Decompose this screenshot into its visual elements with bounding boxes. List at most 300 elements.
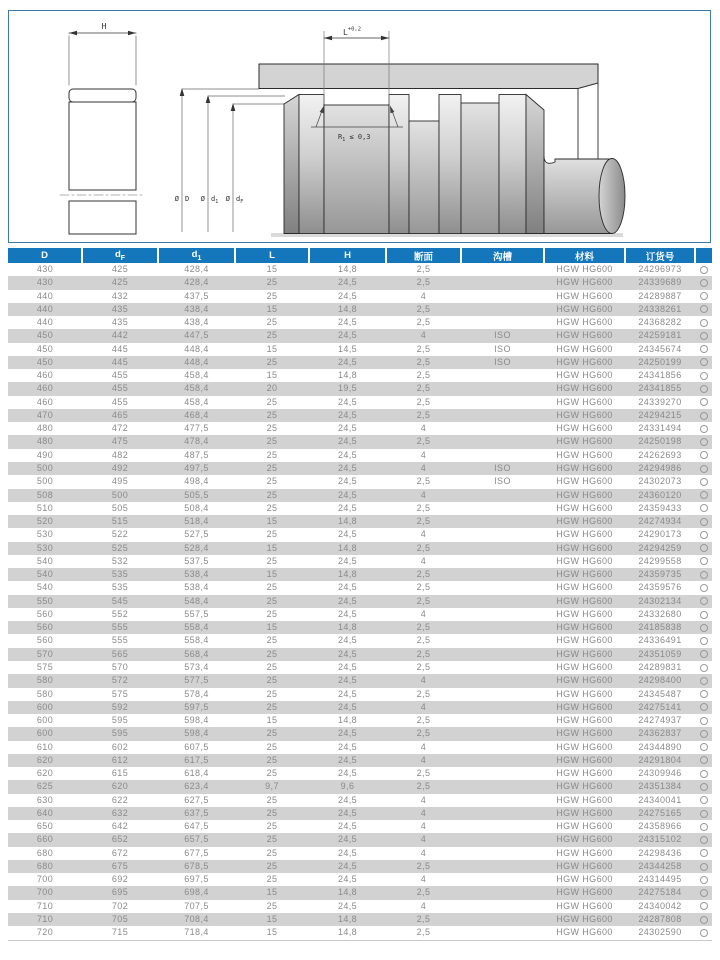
table-cell: 575	[36, 661, 54, 672]
table-cell: HGW HG600	[556, 768, 613, 779]
table-cell: 720	[36, 927, 54, 938]
table-cell: 24360120	[638, 489, 682, 500]
table-cell: 4	[420, 794, 427, 805]
table-cell: 24,5	[337, 555, 358, 566]
table-cell: 25	[266, 675, 278, 686]
table-cell: 640	[36, 807, 54, 818]
table-cell: 480	[36, 436, 54, 447]
table-cell: 2,5	[416, 303, 431, 314]
table-cell: 2,5	[416, 264, 431, 274]
table-cell: 24,5	[337, 741, 358, 752]
table-cell: 4	[420, 449, 427, 460]
dia-d1-label: $d_1$	[211, 195, 219, 205]
table-cell: 572	[111, 675, 129, 686]
table-cell	[461, 621, 544, 634]
table-cell: HGW HG600	[556, 489, 613, 500]
table-cell: 617,5	[184, 754, 209, 765]
table-cell: HGW HG600	[556, 807, 613, 818]
table-cell	[461, 634, 544, 647]
table-cell: 24291804	[638, 754, 682, 765]
status-circle-icon	[700, 849, 708, 857]
table-cell: 660	[36, 834, 54, 845]
table-cell: 24287808	[638, 914, 682, 925]
table-cell: 25	[266, 476, 278, 487]
table-cell: 4	[420, 290, 427, 301]
table-cell: 24315102	[638, 834, 682, 845]
table-cell: HGW HG600	[556, 330, 613, 341]
table-cell	[461, 807, 544, 820]
table-cell: 620	[36, 768, 54, 779]
status-cell	[695, 475, 712, 488]
table-cell: ISO	[494, 476, 511, 487]
table-cell: 597,5	[184, 701, 209, 712]
status-circle-icon	[700, 332, 708, 340]
table-cell: 25	[266, 356, 278, 367]
table-cell: 25	[266, 741, 278, 752]
table-cell: 24359735	[638, 569, 682, 580]
table-cell: 575	[111, 688, 129, 699]
table-cell: 24,5	[337, 821, 358, 832]
table-cell: 14,8	[337, 715, 358, 726]
table-cell: 695	[111, 887, 129, 898]
status-cell	[695, 382, 712, 395]
table-cell: 2,5	[416, 781, 431, 792]
table-cell: 500	[36, 462, 54, 473]
status-circle-icon	[700, 571, 708, 579]
table-cell: 24294259	[638, 542, 682, 553]
status-circle-icon	[700, 504, 708, 512]
table-cell: 2,5	[416, 688, 431, 699]
status-circle-icon	[700, 650, 708, 658]
table-cell: HGW HG600	[556, 834, 613, 845]
table-cell: 14,8	[337, 264, 358, 274]
status-cell	[695, 741, 712, 754]
table-cell: 677,5	[184, 847, 209, 858]
l-dimension-label: $L^{+0,2}$	[342, 26, 362, 37]
table-cell: 20	[266, 383, 278, 394]
table-cell: 14,8	[337, 370, 358, 381]
table-cell: 525	[111, 542, 129, 553]
table-cell: 25	[266, 900, 278, 911]
table-cell: HGW HG600	[556, 529, 613, 540]
status-cell	[695, 356, 712, 369]
status-circle-icon	[700, 637, 708, 645]
table-cell: 25	[266, 317, 278, 328]
table-cell: 25	[266, 821, 278, 832]
table-cell: 25	[266, 754, 278, 765]
table-cell: 15	[266, 516, 278, 527]
table-cell: 2,5	[416, 715, 431, 726]
table-cell: 2,5	[416, 343, 431, 354]
status-cell	[695, 435, 712, 448]
table-cell: 24302590	[638, 927, 682, 938]
table-cell: HGW HG600	[556, 715, 613, 726]
shaft-section	[284, 83, 625, 234]
status-circle-icon	[700, 412, 708, 420]
table-cell: HGW HG600	[556, 555, 613, 566]
table-cell: HGW HG600	[556, 423, 613, 434]
table-cell: 480	[36, 423, 54, 434]
table-cell: 508,4	[184, 502, 209, 513]
table-cell: 24298400	[638, 675, 682, 686]
spec-table	[8, 248, 712, 941]
table-cell: 465	[111, 409, 129, 420]
table-cell: 632	[111, 807, 129, 818]
table-cell: HGW HG600	[556, 370, 613, 381]
table-cell: 25	[266, 834, 278, 845]
table-cell: 580	[36, 675, 54, 686]
table-cell: 24,5	[337, 860, 358, 871]
table-cell: 24344258	[638, 860, 682, 871]
table-cell: 520	[36, 516, 54, 527]
table-cell: HGW HG600	[556, 383, 613, 394]
table-cell: ISO	[494, 330, 511, 341]
table-cell: 25	[266, 330, 278, 341]
table-cell: 25	[266, 582, 278, 593]
table-cell: 568,4	[184, 648, 209, 659]
table-cell: HGW HG600	[556, 622, 613, 633]
table-row	[8, 926, 712, 940]
table-cell: 4	[420, 675, 427, 686]
table-row	[8, 555, 712, 568]
table-cell: 24,5	[337, 608, 358, 619]
table-cell: 565	[111, 648, 129, 659]
table-cell: 2,5	[416, 436, 431, 447]
status-cell	[695, 886, 712, 899]
table-cell: 560	[36, 635, 54, 646]
table-row	[8, 475, 712, 488]
status-circle-icon	[700, 902, 708, 910]
status-cell	[695, 701, 712, 714]
table-cell: 615	[111, 768, 129, 779]
table-cell: 25	[266, 489, 278, 500]
table-row	[8, 860, 712, 873]
status-circle-icon	[700, 451, 708, 459]
status-circle-icon	[700, 531, 708, 539]
status-cell	[695, 794, 712, 807]
table-cell: 25	[266, 874, 278, 885]
table-cell: 15	[266, 264, 278, 274]
table-cell: 545	[111, 595, 129, 606]
table-cell: 2,5	[416, 383, 431, 394]
table-cell: 24289887	[638, 290, 682, 301]
column-header: $d_1$	[158, 248, 235, 263]
table-cell: 15	[266, 569, 278, 580]
table-cell: 24,5	[337, 595, 358, 606]
table-cell: 25	[266, 529, 278, 540]
table-cell: 2,5	[416, 356, 431, 367]
table-cell: 578,4	[184, 688, 209, 699]
table-cell: 595	[111, 728, 129, 739]
table-row	[8, 462, 712, 475]
table-cell: 672	[111, 847, 129, 858]
table-cell: HGW HG600	[556, 688, 613, 699]
table-cell: 505	[111, 502, 129, 513]
table-cell: 450	[36, 343, 54, 354]
status-cell	[695, 595, 712, 608]
table-cell: HGW HG600	[556, 860, 613, 871]
table-cell: 710	[36, 914, 54, 925]
table-cell: 573,4	[184, 661, 209, 672]
table-cell: 25	[266, 847, 278, 858]
table-cell: 24,5	[337, 330, 358, 341]
table-row	[8, 727, 712, 740]
table-cell: 24339689	[638, 277, 682, 288]
table-cell: 637,5	[184, 807, 209, 818]
status-circle-icon	[700, 810, 708, 818]
table-cell: 24296973	[638, 264, 682, 274]
table-cell: HGW HG600	[556, 927, 613, 938]
table-row	[8, 873, 712, 886]
table-cell: 9,6	[340, 781, 355, 792]
table-cell: 680	[36, 847, 54, 858]
table-cell: 4	[420, 330, 427, 341]
table-cell: 560	[36, 608, 54, 619]
table-cell: 24,5	[337, 449, 358, 460]
table-cell: 570	[111, 661, 129, 672]
shaft-end-cap	[599, 159, 625, 234]
table-cell: 24,5	[337, 675, 358, 686]
table-cell: HGW HG600	[556, 462, 613, 473]
table-cell	[461, 276, 544, 289]
table-cell: 715	[111, 927, 129, 938]
table-cell: 4	[420, 807, 427, 818]
table-cell: 25	[266, 396, 278, 407]
table-cell: HGW HG600	[556, 675, 613, 686]
table-cell: 15	[266, 343, 278, 354]
status-circle-icon	[700, 889, 708, 897]
table-cell	[461, 528, 544, 541]
column-header: 断面	[386, 248, 461, 263]
table-cell: 487,5	[184, 449, 209, 460]
table-cell: 610	[36, 741, 54, 752]
table-cell: 4	[420, 555, 427, 566]
table-cell	[461, 741, 544, 754]
table-cell: 522	[111, 529, 129, 540]
table-cell: 24250199	[638, 356, 682, 367]
status-circle-icon	[700, 319, 708, 327]
status-circle-icon	[700, 345, 708, 353]
status-circle-icon	[700, 876, 708, 884]
table-cell: 623,4	[184, 781, 209, 792]
table-cell: 4	[420, 821, 427, 832]
status-circle-icon	[700, 730, 708, 738]
status-circle-icon	[700, 690, 708, 698]
table-cell: 482	[111, 449, 129, 460]
table-cell: 24299558	[638, 555, 682, 566]
table-row	[8, 595, 712, 608]
table-cell	[461, 568, 544, 581]
status-circle-icon	[700, 823, 708, 831]
table-cell: 24,5	[337, 436, 358, 447]
table-cell: 25	[266, 807, 278, 818]
table-header-row	[8, 248, 712, 263]
table-cell: 530	[36, 542, 54, 553]
table-cell: 538,4	[184, 582, 209, 593]
table-cell: 705	[111, 914, 129, 925]
table-cell: 557,5	[184, 608, 209, 619]
table-row	[8, 343, 712, 356]
table-row	[8, 674, 712, 687]
table-cell: 445	[111, 356, 129, 367]
table-cell: 710	[36, 900, 54, 911]
table-cell: 558,4	[184, 622, 209, 633]
table-cell	[461, 515, 544, 528]
table-row	[8, 741, 712, 754]
table-cell	[461, 688, 544, 701]
table-cell	[461, 674, 544, 687]
table-cell: 497,5	[184, 462, 209, 473]
table-cell: 2,5	[416, 661, 431, 672]
table-cell	[461, 489, 544, 502]
table-cell: HGW HG600	[556, 608, 613, 619]
table-cell: 14,8	[337, 622, 358, 633]
table-cell: 2,5	[416, 728, 431, 739]
table-cell: 718,4	[184, 927, 209, 938]
table-cell: HGW HG600	[556, 317, 613, 328]
table-cell: 430	[36, 264, 54, 274]
table-cell: 450	[36, 330, 54, 341]
status-circle-icon	[700, 743, 708, 751]
status-cell	[695, 820, 712, 833]
table-cell: 460	[36, 370, 54, 381]
table-cell	[461, 595, 544, 608]
status-cell	[695, 462, 712, 475]
table-cell: HGW HG600	[556, 635, 613, 646]
table-cell: 25	[266, 555, 278, 566]
table-cell: 600	[36, 728, 54, 739]
table-cell	[461, 767, 544, 780]
table-cell: 2,5	[416, 860, 431, 871]
table-cell: 25	[266, 409, 278, 420]
table-cell: 652	[111, 834, 129, 845]
table-cell: HGW HG600	[556, 449, 613, 460]
table-cell: 2,5	[416, 409, 431, 420]
table-cell: 14,8	[337, 303, 358, 314]
table-cell: 435	[111, 317, 129, 328]
table-cell: 440	[36, 290, 54, 301]
technical-drawing	[9, 11, 710, 242]
status-cell	[695, 767, 712, 780]
status-circle-icon	[700, 624, 708, 632]
table-cell: 650	[36, 821, 54, 832]
table-row	[8, 502, 712, 515]
column-header: 材料	[544, 248, 625, 263]
status-circle-icon	[700, 916, 708, 924]
table-cell: 24336491	[638, 635, 682, 646]
table-row	[8, 435, 712, 448]
table-row	[8, 528, 712, 541]
table-cell: 24294215	[638, 409, 682, 420]
table-cell: 450	[36, 356, 54, 367]
table-row	[8, 833, 712, 846]
table-cell: 540	[36, 569, 54, 580]
status-cell	[695, 502, 712, 515]
table-cell: 24341855	[638, 383, 682, 394]
table-cell: HGW HG600	[556, 874, 613, 885]
table-cell: 592	[111, 701, 129, 712]
table-cell: 4	[420, 608, 427, 619]
status-cell	[695, 674, 712, 687]
table-cell: 598,4	[184, 715, 209, 726]
table-cell: 550	[36, 595, 54, 606]
table-cell: 24,5	[337, 807, 358, 818]
table-cell: 25	[266, 462, 278, 473]
table-cell: 430	[36, 277, 54, 288]
table-cell: 2,5	[416, 277, 431, 288]
table-row	[8, 701, 712, 714]
table-cell	[461, 714, 544, 727]
status-circle-icon	[700, 677, 708, 685]
table-row	[8, 263, 712, 276]
table-cell: 4	[420, 489, 427, 500]
table-cell: 24,5	[337, 701, 358, 712]
table-cell: 2,5	[416, 595, 431, 606]
table-cell: HGW HG600	[556, 741, 613, 752]
table-cell: 25	[266, 449, 278, 460]
table-row	[8, 489, 712, 502]
status-circle-icon	[700, 279, 708, 287]
table-cell: 618,4	[184, 768, 209, 779]
table-cell: 24,5	[337, 317, 358, 328]
table-cell: 24359433	[638, 502, 682, 513]
table-cell: HGW HG600	[556, 728, 613, 739]
table-cell: 460	[36, 396, 54, 407]
table-cell: HGW HG600	[556, 821, 613, 832]
table-cell: 24,5	[337, 462, 358, 473]
table-cell	[461, 369, 544, 382]
table-cell: 24262693	[638, 449, 682, 460]
status-circle-icon	[700, 292, 708, 300]
table-body	[8, 263, 712, 940]
table-cell: 495	[111, 476, 129, 487]
table-cell	[461, 648, 544, 661]
table-cell: 24,5	[337, 409, 358, 420]
table-cell: 478,4	[184, 436, 209, 447]
table-cell	[461, 555, 544, 568]
status-cell	[695, 833, 712, 846]
table-cell: 657,5	[184, 834, 209, 845]
status-cell	[695, 900, 712, 913]
table-cell: 555	[111, 635, 129, 646]
table-cell	[461, 701, 544, 714]
table-cell	[461, 913, 544, 926]
table-row	[8, 621, 712, 634]
table-cell: 24331494	[638, 423, 682, 434]
table-cell: 25	[266, 290, 278, 301]
table-cell: 25	[266, 860, 278, 871]
r1-annotation-label: $R_1 \le 0,3$	[338, 133, 371, 143]
status-cell	[695, 515, 712, 528]
status-cell	[695, 555, 712, 568]
table-cell	[461, 396, 544, 409]
table-row	[8, 847, 712, 860]
table-cell: 535	[111, 582, 129, 593]
table-cell: 2,5	[416, 516, 431, 527]
table-cell: 25	[266, 436, 278, 447]
table-cell: 472	[111, 423, 129, 434]
table-cell: 24185838	[638, 622, 682, 633]
table-cell: 25	[266, 635, 278, 646]
table-cell: 448,4	[184, 356, 209, 367]
table-cell: 19,5	[337, 383, 358, 394]
table-cell	[461, 316, 544, 329]
status-cell	[695, 422, 712, 435]
table-cell: 2,5	[416, 622, 431, 633]
table-cell: 678,5	[184, 860, 209, 871]
table-cell: 440	[36, 303, 54, 314]
table-row	[8, 515, 712, 528]
